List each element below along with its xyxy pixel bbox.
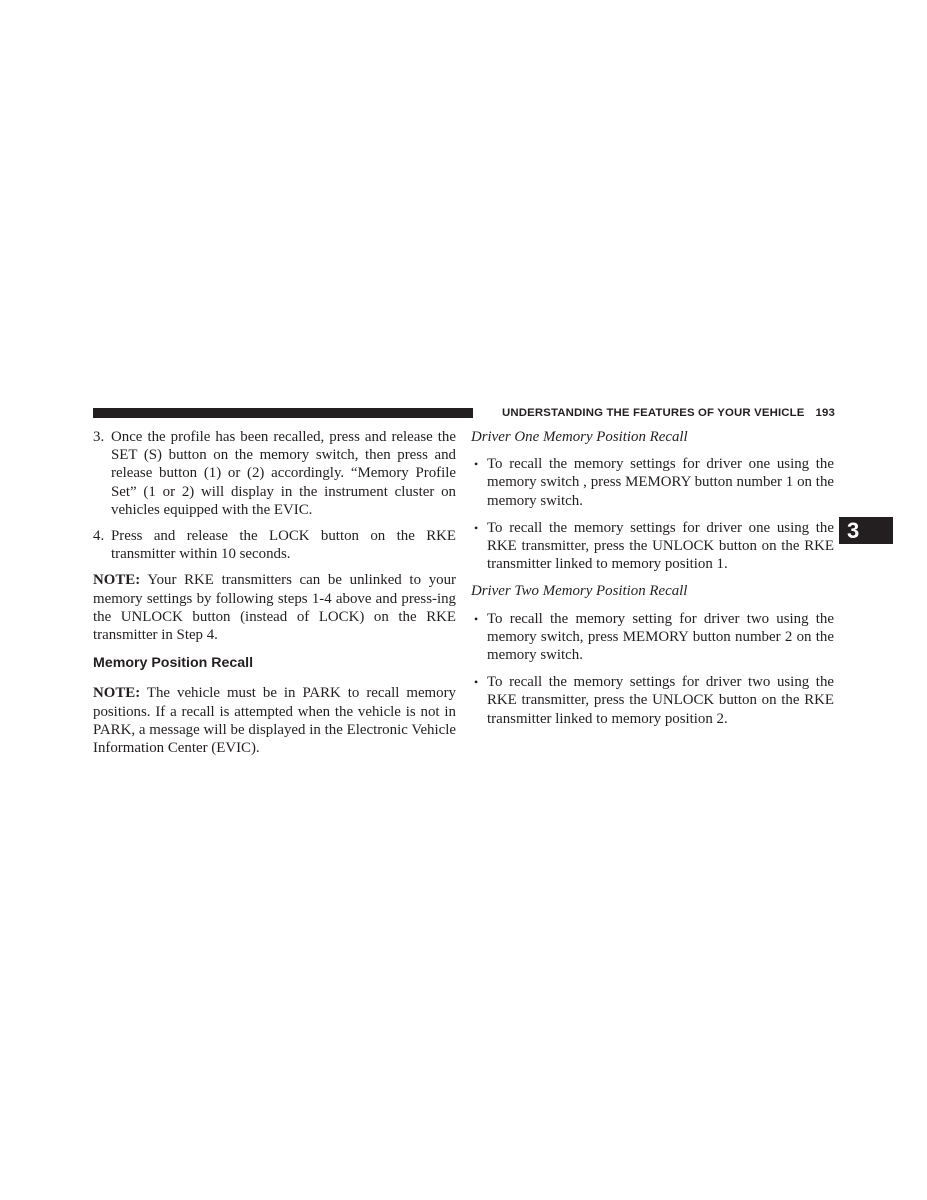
list-item xyxy=(471,610,834,665)
header-title: UNDERSTANDING THE FEATURES OF YOUR VEHICLE xyxy=(502,407,805,419)
subsection-heading: Driver Two Memory Position Recall xyxy=(471,583,688,600)
step-item xyxy=(93,428,456,519)
section-heading: Memory Position Recall xyxy=(93,655,254,672)
step-number: 3. xyxy=(93,429,105,445)
header-rule xyxy=(93,408,473,418)
step-text: Press and release the LOCK button on the RKE transmitter within 10 seconds. xyxy=(111,528,456,563)
subsection-heading: Driver One Memory Position Recall xyxy=(471,429,688,445)
bullet-text: To recall the memory settings for driver two using the RKE transmitter, press the UNLOCK button on the RKE transmitter linked to memory position 2. xyxy=(487,674,834,727)
note-paragraph xyxy=(93,571,456,644)
bullet-icon: • xyxy=(474,457,479,472)
step-text: Once the profile has been recalled, press and release the SET (S) button on the memory switch, then press and release button (1) or (2) accordingly. “Memory Profile Set” (1 or 2) will display in the instrument cluster on vehicles equipped with the EVIC. xyxy=(111,429,456,518)
recall-section xyxy=(471,428,834,573)
page-number: 193 xyxy=(815,407,835,419)
step-number: 4. xyxy=(93,528,105,545)
recall-section xyxy=(471,582,834,727)
bullet-icon: • xyxy=(474,675,479,690)
bullet-text: To recall the memory settings for driver one using the RKE transmitter, press the UNLOCK button on the RKE transmitter linked to memory position 1. xyxy=(487,519,834,573)
list-item xyxy=(471,673,834,728)
note-label: NOTE: xyxy=(93,685,141,702)
note-text: The vehicle must be in PARK to recall memory positions. If a recall is attempted when the vehicle is not in PARK, a message will be displayed in the Electronic Vehicle Information Center (EVIC). xyxy=(93,685,456,757)
bullet-text: To recall the memory settings for driver one using the memory switch , press MEMORY button number 1 on the memory switch. xyxy=(487,456,834,509)
bullet-icon: • xyxy=(474,611,479,626)
section-tab: 3 xyxy=(839,517,893,544)
list-item xyxy=(471,519,834,574)
left-column xyxy=(93,428,456,757)
running-header xyxy=(484,404,835,422)
note-paragraph xyxy=(93,684,456,757)
note-label: NOTE: xyxy=(93,572,141,589)
note-text: Your RKE transmitters can be unlinked to your memory settings by following steps 1-4 above and press-ing the UNLOCK button (instead of LOCK) on the RKE transmitter in Step 4. xyxy=(93,572,456,644)
right-column xyxy=(471,428,834,737)
step-item xyxy=(93,527,456,563)
list-item xyxy=(471,455,834,510)
bullet-text: To recall the memory setting for driver two using the memory switch, press MEMORY button number 2 on the memory switch. xyxy=(487,610,834,664)
bullet-icon: • xyxy=(474,520,479,535)
